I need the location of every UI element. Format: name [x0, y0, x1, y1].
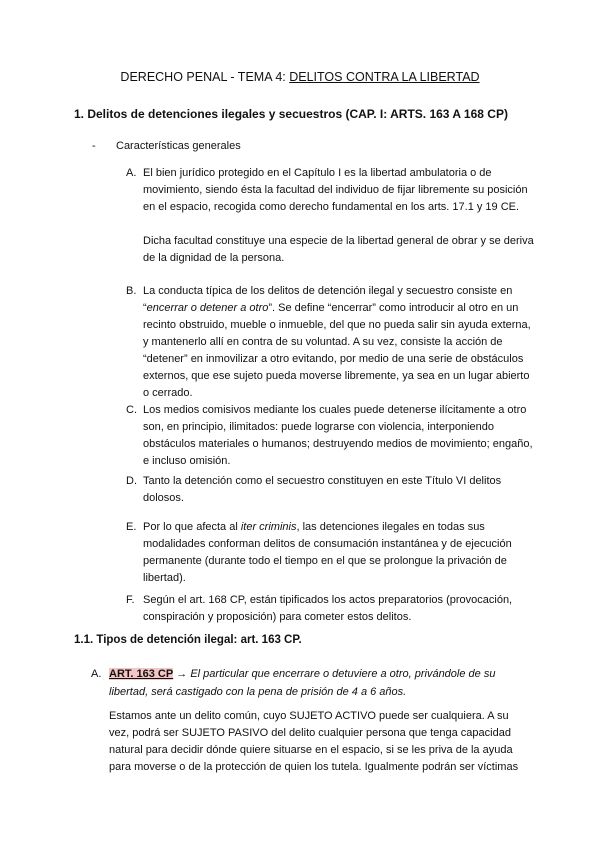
item-b-italic: encerrar o detener a otro — [146, 302, 269, 314]
item-label: E. — [126, 521, 137, 533]
item-e-text-1: Por lo que afecta al — [143, 521, 241, 533]
title-underlined: DELITOS CONTRA LA LIBERTAD — [289, 70, 480, 84]
list-item-e — [126, 519, 536, 587]
item-e-paragraph — [143, 519, 536, 587]
list-item-a — [126, 165, 536, 267]
page-title — [0, 70, 600, 84]
section-1-heading: 1. Delitos de detenciones ilegales y secuestros (CAP. I: ARTS. 163 A 168 CP) — [74, 107, 508, 121]
item-a-paragraph-1: El bien jurídico protegido en el Capítulo I es la libertad ambulatoria o de movimiento, siendo ésta la facultad del individuo de fijar libremente su posición en el espacio, recogida como derecho fundamental en los arts. 17.1 y 19 CE. — [143, 167, 528, 213]
list-item-d — [126, 473, 536, 507]
bullet-characteristics — [92, 140, 241, 152]
item-b-text-1: La conducta típica de los delitos de detención ilegal y secuestro consiste en “ — [143, 285, 513, 314]
item-c-paragraph: Los medios comisivos mediante los cuales puede detenerse ilícitamente a otro son, en principio, ilimitados: puede lograrse con violencia, interponiendo obstáculos materiales o humanos; destruyendo medios de movimiento; engaño, e incluso omisión. — [143, 404, 533, 467]
article-quote: El particular que encerrare o detuviere a otro, privándole de su libertad, será castigado con la pena de prisión de 4 a 6 años. — [109, 668, 496, 698]
item-label: F. — [126, 594, 135, 606]
article-label: A. — [91, 668, 102, 680]
article-163 — [91, 665, 531, 701]
bullet-dash: - — [92, 140, 96, 152]
item-label: C. — [126, 404, 137, 416]
item-e-text-2: , las detenciones ilegales en todas sus modalidades conforman delitos de consumación instantánea y de ejecución permanente (durante todo el tiempo en el que se prolongue la privación de libertad). — [143, 521, 512, 584]
item-label: A. — [126, 167, 137, 179]
item-d-paragraph: Tanto la detención como el secuestro constituyen en este Título VI delitos dolosos. — [143, 475, 502, 504]
item-e-italic: iter criminis — [240, 521, 297, 533]
arrow-icon: → — [173, 668, 191, 680]
section-1-1-heading: 1.1. Tipos de detención ilegal: art. 163 CP. — [74, 634, 302, 646]
article-highlight: ART. 163 CP — [109, 668, 174, 680]
item-b-text-2: ”. Se define “encerrar” como introducir al otro en un recinto obstruido, mueble o inmueble, del que no pueda salir sin ayuda externa, y mantenerlo allí en contra de su voluntad. A su vez, consiste la acción de “detener” en inmovilizar a otro evitando, por medio de una serie de obstáculos externos, que ese sujeto pueda moverse libremente, ya sea en un lugar abierto o cerrado. — [143, 302, 531, 399]
list-item-b — [126, 283, 536, 402]
item-label: D. — [126, 475, 137, 487]
title-prefix: DERECHO PENAL - TEMA 4: — [120, 70, 290, 84]
item-a-paragraph-2: Dicha facultad constituye una especie de la libertad general de obrar y se deriva de la dignidad de la persona. — [143, 235, 534, 264]
item-f-paragraph: Según el art. 168 CP, están tipificados los actos preparatorios (provocación, conspiración y proposición) para cometer estos delitos. — [143, 594, 513, 623]
list-item-f — [126, 592, 536, 626]
list-item-c — [126, 402, 536, 470]
item-b-paragraph — [143, 283, 536, 402]
article-explanation: Estamos ante un delito común, cuyo SUJETO ACTIVO puede ser cualquiera. A su vez, podrá ser SUJETO PASIVO del delito cualquier persona que tenga capacidad natural para decidir dónde quiere situarse en el espacio, si se les priva de la ayuda para moverse o de la protección de quien los tutela. Igualmente podrán ser víctimas — [109, 710, 519, 773]
bullet-text: Características generales — [116, 140, 241, 152]
item-label: B. — [126, 285, 137, 297]
